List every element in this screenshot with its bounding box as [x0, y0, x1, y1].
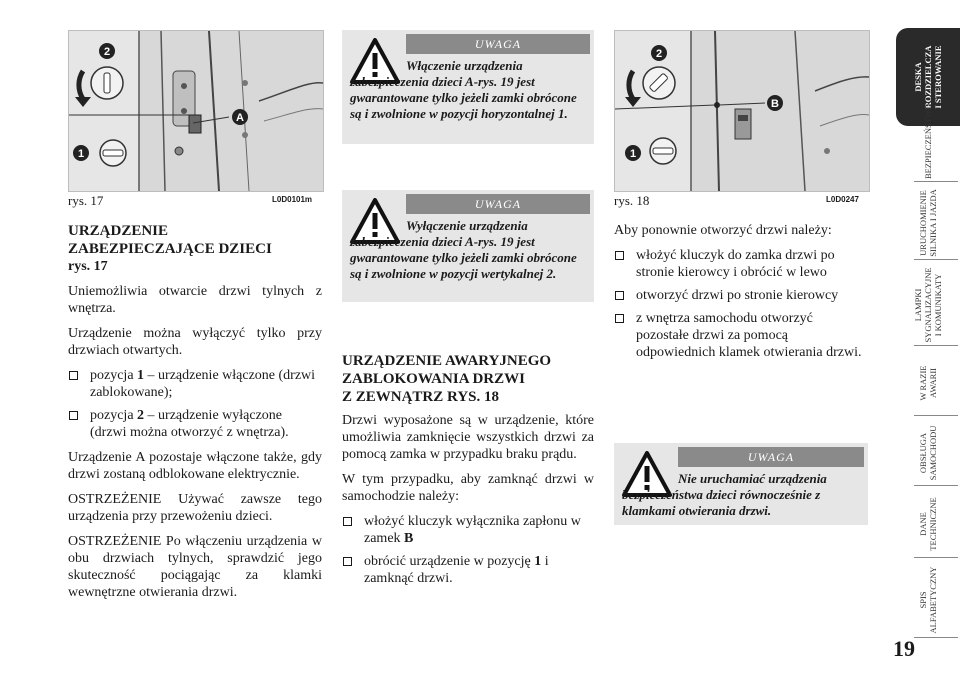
callout-2: 2	[103, 46, 111, 58]
figure-code-17: L0D0101m	[272, 195, 313, 204]
bullet-text: pozycja	[90, 408, 138, 423]
chapter-tab-line: OBSŁUGA	[918, 432, 928, 474]
chapter-tab-label	[912, 189, 944, 257]
bullet-list	[68, 367, 322, 441]
position-number: 2	[137, 408, 145, 423]
heading-line: URZĄDZENIE AWARYJNEGO	[342, 353, 552, 369]
warning-text: Wyłączenie urządzenia zabezpieczenia dzieci A-rys. 19 jest gwarantowane tylko jeżeli zamki obrócone są i zwolnione w pozycji wertykalnej 2.	[350, 218, 577, 281]
position-number: 1	[137, 368, 145, 383]
chapter-tab-line: ALFABETYCZNY	[928, 566, 938, 634]
chapter-tab-7[interactable]	[896, 490, 960, 558]
warning-box-3	[614, 443, 868, 525]
chapter-tab-label	[912, 565, 944, 635]
list-item	[68, 367, 322, 401]
heading-line: ZABEZPIECZAJĄCE DZIECI	[68, 241, 272, 257]
chapter-tab-line: SILNIKA I JAZDA	[928, 189, 938, 257]
chapter-tab-line: DESKA	[913, 62, 923, 92]
bullet-list	[614, 247, 868, 361]
callout-1: 1	[629, 148, 637, 160]
bullet-text: – urządzenie włączone (drzwi zablokowane);	[90, 368, 316, 400]
chapter-tab-line: BEZPIECZEŃSTWO	[923, 103, 933, 179]
paragraph: Aby ponownie otworzyć drzwi należy:	[614, 223, 832, 238]
chapter-tab-label	[912, 103, 944, 179]
list-item	[614, 310, 868, 361]
bullet-list	[342, 513, 594, 587]
list-item	[614, 247, 868, 281]
paragraph: Uniemożliwia otwarcie drzwi tylnych z wnętrza.	[68, 284, 322, 316]
position-number: 1	[534, 554, 542, 569]
paragraph: W tym przypadku, aby zamknąć drzwi w samochodzie należy:	[342, 472, 594, 504]
figure-rys-17	[68, 30, 324, 192]
warning-text: Nie uruchamiać urządzenia bezpieczeństwa dzieci równocześnie z klamkami otwierania drzwi.	[622, 471, 827, 518]
chapter-tab-label	[912, 423, 944, 483]
bullet-text: pozycja	[90, 368, 138, 383]
chapter-tabs	[896, 0, 960, 640]
chapter-tab-line: DANE	[918, 512, 928, 536]
callout-A: A	[236, 112, 244, 124]
bullet-text: obrócić urządzenie w pozycję	[364, 554, 535, 569]
heading-line: URZĄDZENIE	[68, 223, 169, 239]
paragraph: Drzwi wyposażone są w urządzenie, które umożliwia zamknięcie wszystkich drzwi za pomocą zamka w przypadku braku prądu.	[342, 413, 594, 462]
callout-1: 1	[77, 148, 85, 160]
warning-label: UWAGA	[406, 194, 590, 214]
section-heading-emergency-lock	[342, 352, 594, 406]
column-1	[68, 222, 322, 609]
chapter-tab-label	[912, 493, 944, 555]
chapter-tab-line: SPIS	[918, 591, 928, 609]
page-number: 19	[893, 636, 915, 661]
figure-caption-18: rys. 18	[614, 193, 650, 208]
chapter-tab-4[interactable]	[896, 264, 960, 346]
bullet-text: włożyć kluczyk do zamka drzwi po stronie kierowcy i obrócić w lewo	[636, 248, 835, 280]
chapter-tab-line: URUCHOMIENIE	[918, 190, 928, 256]
figure-caption-17: rys. 17	[68, 193, 104, 208]
warning-paragraph: OSTRZEŻENIE Po włączeniu urządzenia w obu drzwiach tylnych, sprawdzić jego skuteczność pociągając za klamki wewnętrzne otwierania drzwi.	[68, 534, 322, 600]
tab-divider	[914, 259, 958, 260]
chapter-tab-3[interactable]	[896, 186, 960, 260]
warning-paragraph: OSTRZEŻENIE Używać zawsze tego urządzenia przy przewożeniu dzieci.	[68, 492, 322, 524]
callout-B: B	[771, 98, 779, 110]
bullet-text: – urządzenie wyłączone (drzwi można otworzyć z wnętrza).	[90, 408, 289, 440]
checkbox-bullet-icon	[69, 371, 78, 380]
tab-divider	[914, 637, 958, 638]
checkbox-bullet-icon	[615, 251, 624, 260]
list-item	[68, 407, 322, 441]
checkbox-bullet-icon	[343, 557, 352, 566]
chapter-tab-line: SYGNALIZACYJNE	[923, 267, 933, 343]
chapter-tab-line: I KOMUNIKATY	[933, 273, 943, 337]
bullet-text: włożyć kluczyk wyłącznika zapłonu w zamek	[364, 514, 581, 546]
tab-divider	[914, 557, 958, 558]
warning-label: UWAGA	[406, 34, 590, 54]
warning-text: Włączenie urządzenia zabezpieczenia dzieci A-rys. 19 jest gwarantowane tylko jeżeli zamki obrócone są i zwolnione w pozycji horyzontalnej 1.	[350, 58, 577, 121]
bullet-text: z wnętrza samochodu otworzyć pozostałe drzwi za pomocą odpowiednich klamek otwierania drzwi.	[636, 311, 862, 360]
figure-reference: rys. 17	[68, 259, 108, 274]
chapter-tab-label	[912, 267, 944, 343]
door-lock-illustration	[615, 31, 869, 191]
chapter-tab-6[interactable]	[896, 420, 960, 486]
bullet-text: i zamknąć drzwi.	[364, 554, 549, 586]
tab-divider	[914, 485, 958, 486]
chapter-tab-line: W RAZIE	[918, 365, 928, 401]
chapter-tab-line: AWARII	[928, 368, 938, 399]
section-heading-child-lock	[68, 222, 322, 258]
chapter-tab-line: SAMOCHODU	[928, 425, 938, 481]
chapter-tab-line: TECHNICZNE	[928, 497, 938, 551]
bullet-text: otworzyć drzwi po stronie kierowcy	[636, 288, 839, 303]
warning-label: UWAGA	[678, 447, 864, 467]
chapter-tab-2[interactable]	[896, 103, 960, 182]
heading-line: Z ZEWNĄTRZ RYS. 18	[342, 389, 500, 405]
chapter-tab-8[interactable]	[896, 562, 960, 638]
tab-divider	[914, 181, 958, 182]
figure-code-18: L0D0247	[826, 195, 859, 204]
heading-line: ZABLOKOWANIA DRZWI	[342, 371, 525, 387]
list-item	[342, 513, 594, 547]
door-lock-illustration	[69, 31, 323, 191]
checkbox-bullet-icon	[615, 291, 624, 300]
list-item	[614, 287, 868, 304]
column-3	[614, 222, 868, 369]
column-2	[342, 352, 594, 595]
chapter-tab-line: I STEROWANIE	[933, 45, 943, 109]
paragraph: Urządzenie A pozostaje włączone także, gdy drzwi zostaną odblokowane elektrycznie.	[68, 450, 322, 482]
warning-box-1	[342, 30, 594, 144]
lock-label: B	[404, 531, 414, 546]
warning-box-2	[342, 190, 594, 302]
tab-divider	[914, 415, 958, 416]
chapter-tab-5[interactable]	[896, 350, 960, 416]
chapter-tab-label	[912, 353, 944, 413]
chapter-tab-line: LAMPKI	[913, 288, 923, 322]
paragraph: Urządzenie można wyłączyć tylko przy drzwiach otwartych.	[68, 326, 322, 358]
list-item	[342, 553, 594, 587]
checkbox-bullet-icon	[615, 314, 624, 323]
callout-2: 2	[655, 48, 663, 60]
figure-rys-18	[614, 30, 870, 192]
chapter-tab-line: ROZDZIELCZA	[923, 45, 933, 109]
checkbox-bullet-icon	[69, 411, 78, 420]
checkbox-bullet-icon	[343, 517, 352, 526]
tab-divider	[914, 345, 958, 346]
